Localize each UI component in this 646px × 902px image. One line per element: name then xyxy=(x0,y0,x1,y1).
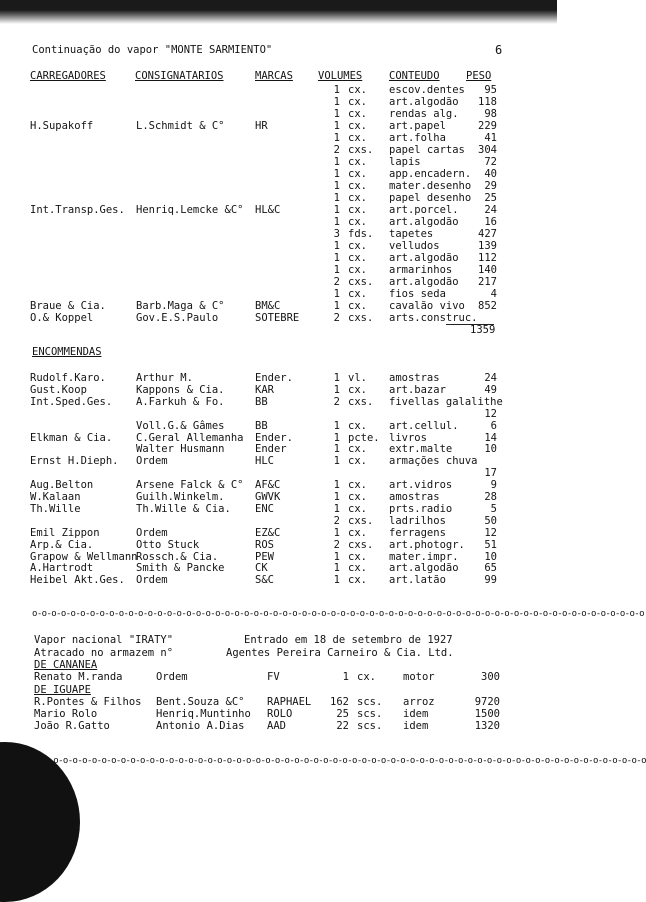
cell-consignee: Gov.E.S.Paulo xyxy=(136,312,219,324)
cell-qty: 2 xyxy=(333,312,340,324)
cell-marks: ROS xyxy=(255,538,274,551)
cell-content: ladrilhos xyxy=(389,514,446,527)
bottom-separator: o-o-o-o-o-o-o-o-o-o-o-o-o-o-o-o-o-o-o-o-o-o-o-o-o-o-o-o-o-o-o-o-o-o-o-o-o-o-o-o-o-o-o-o-o-o-o-o-o-o-o-o-o-o-o-o-o-o-o-o-o-o-o-o xyxy=(34,756,646,766)
cell-shipper: Elkman & Cia. xyxy=(30,431,113,444)
cell-consignee: Arthur M. xyxy=(136,372,193,384)
cell-content: art.bazar xyxy=(389,383,446,396)
table-row xyxy=(0,503,557,515)
cell-qty: 1 xyxy=(333,240,340,252)
cell-qty: 1 xyxy=(333,574,340,587)
cell-qty: 25 xyxy=(336,708,349,720)
cell-weight: 10 xyxy=(484,550,497,563)
cell-unit: cxs. xyxy=(348,144,374,156)
cell-unit: cx. xyxy=(348,168,367,180)
cell-marks: S&C xyxy=(255,574,274,587)
cell-shipper: Gust.Koop xyxy=(30,383,87,396)
cell-qty: 1 xyxy=(333,491,340,503)
cell-shipper: Int.Transp.Ges. xyxy=(30,204,125,216)
cell-weight: 304 xyxy=(478,144,497,156)
cell-qty: 1 xyxy=(333,132,340,144)
cell-qty: 1 xyxy=(333,550,340,563)
cell-shipper: Renato M.randa xyxy=(34,671,123,683)
cell-weight: 1500 xyxy=(474,708,500,720)
cell-qty: 1 xyxy=(333,288,340,300)
table-row xyxy=(0,204,557,216)
cell-unit: cx. xyxy=(348,192,367,204)
cell-content: mater.desenho xyxy=(389,180,472,192)
table-row xyxy=(0,168,557,180)
page-number: 6 xyxy=(495,43,503,57)
cell-consignee: Ordem xyxy=(136,455,168,468)
cell-weight: 9720 xyxy=(474,696,500,708)
cell-marks: SOTEBRE xyxy=(255,312,300,324)
vessel-arrival: Entrado em 18 de setembro de 1927 xyxy=(244,634,453,646)
table-row xyxy=(0,551,557,563)
col-peso: PESO xyxy=(466,70,492,82)
cell-content: art.algodão xyxy=(389,216,459,228)
cell-content: idem xyxy=(403,708,429,720)
cell-qty: 1 xyxy=(333,180,340,192)
cell-unit: cxs. xyxy=(348,312,374,324)
cell-content: art.vidros xyxy=(389,479,453,492)
table-row xyxy=(0,420,557,432)
cell-consignee: Guilh.Winkelm. xyxy=(136,491,225,503)
table-row xyxy=(0,84,557,96)
cell-shipper: Th.Wille xyxy=(30,502,81,515)
cell-shipper: Braue & Cia. xyxy=(30,300,106,312)
cell-content: armarinhos xyxy=(389,264,453,276)
table-row xyxy=(0,252,557,264)
cell-weight: 65 xyxy=(484,562,497,575)
cell-weight: 852 xyxy=(478,300,497,312)
cell-weight: 217 xyxy=(478,276,497,288)
col-volumes: VOLUMES xyxy=(318,70,363,82)
cell-content: ferragens xyxy=(389,526,446,539)
cell-marks: Ender. xyxy=(255,372,293,384)
cell-weight: 4 xyxy=(490,288,497,300)
cell-weight: 5 xyxy=(490,502,497,515)
cell-marks: Ender. xyxy=(255,431,293,444)
table-row xyxy=(0,696,557,708)
table-row xyxy=(0,396,557,408)
cell-content: art.folha xyxy=(389,132,446,144)
cell-unit: vl. xyxy=(348,372,367,384)
cell-content: cavalão vivo xyxy=(389,300,465,312)
cell-marks: HR xyxy=(255,120,268,132)
cell-unit: cx. xyxy=(348,562,367,575)
cell-qty: 1 xyxy=(333,479,340,492)
cell-marks: RAPHAEL xyxy=(267,696,312,708)
cell-shipper: R.Pontes & Filhos xyxy=(34,696,142,708)
table-row xyxy=(0,539,557,551)
table-row xyxy=(0,479,557,491)
cell-unit: cx. xyxy=(348,240,367,252)
cell-content: motor xyxy=(403,671,435,683)
cell-weight: 24 xyxy=(484,372,497,384)
table-row xyxy=(0,720,557,732)
cell-weight: 427 xyxy=(478,228,497,240)
cell-weight: 25 xyxy=(484,192,497,204)
cell-weight: 40 xyxy=(484,168,497,180)
cell-unit: scs. xyxy=(357,708,383,720)
cell-unit: fds. xyxy=(348,228,374,240)
cell-unit: cxs. xyxy=(348,514,374,527)
cell-unit: cx. xyxy=(348,455,367,468)
cell-unit: cx. xyxy=(348,132,367,144)
cell-qty: 2 xyxy=(333,514,340,527)
cell-consignee: Voll.G.& Gâmes xyxy=(136,419,225,432)
cell-unit: cx. xyxy=(348,443,367,456)
cell-unit: cx. xyxy=(348,479,367,492)
cell-content: fivellas galalithe xyxy=(389,395,503,408)
cell-content: papel cartas xyxy=(389,144,465,156)
cell-weight: 112 xyxy=(478,252,497,264)
table-row xyxy=(0,432,557,444)
cell-shipper: Rudolf.Karo. xyxy=(30,372,106,384)
cell-unit: cx. xyxy=(348,300,367,312)
cell-content: arroz xyxy=(403,696,435,708)
cell-unit: cx. xyxy=(348,526,367,539)
table-row xyxy=(0,671,557,683)
cell-content: art.papel xyxy=(389,120,446,132)
table-row xyxy=(0,132,557,144)
cell-marks: EZ&C xyxy=(255,526,281,539)
cell-content: rendas alg. xyxy=(389,108,459,120)
table-row xyxy=(0,216,557,228)
cell-content: lapis xyxy=(389,156,421,168)
vessel-berth: Atracado no armazem n° xyxy=(34,647,174,659)
cell-consignee: Henriq.Lemcke &C° xyxy=(136,204,244,216)
cell-consignee: A.Farkuh & Fo. xyxy=(136,395,225,408)
cell-unit: cx. xyxy=(348,156,367,168)
cell-content: art.latão xyxy=(389,574,446,587)
cell-qty: 2 xyxy=(333,538,340,551)
cell-weight: 17 xyxy=(484,467,497,480)
cell-weight: 12 xyxy=(484,407,497,420)
cell-consignee: Barb.Maga & C° xyxy=(136,300,225,312)
cell-content: livros xyxy=(389,431,427,444)
cell-consignee: Ordem xyxy=(136,526,168,539)
cell-qty: 1 xyxy=(333,431,340,444)
cell-shipper: Heibel Akt.Ges. xyxy=(30,574,125,587)
cell-consignee: Kappons & Cia. xyxy=(136,383,225,396)
cell-weight: 98 xyxy=(484,108,497,120)
cell-qty: 1 xyxy=(342,671,349,683)
cell-consignee: Henriq.Muntinho xyxy=(156,708,251,720)
cell-content: armações chuva xyxy=(389,455,478,468)
cell-qty: 1 xyxy=(333,383,340,396)
cell-weight: 51 xyxy=(484,538,497,551)
cell-qty: 1 xyxy=(333,204,340,216)
cell-marks: CK xyxy=(255,562,268,575)
col-marcas: MARCAS xyxy=(255,70,293,82)
cell-consignee: Ordem xyxy=(136,574,168,587)
cell-marks: BB xyxy=(255,419,268,432)
cell-weight: 16 xyxy=(484,216,497,228)
cell-unit: cxs. xyxy=(348,276,374,288)
cell-weight: 9 xyxy=(490,479,497,492)
cell-content: tapetes xyxy=(389,228,434,240)
cell-consignee: Ordem xyxy=(156,671,188,683)
cell-unit: cx. xyxy=(348,108,367,120)
table-row xyxy=(0,228,557,240)
cell-shipper: H.Supakoff xyxy=(30,120,94,132)
cell-unit: cx. xyxy=(348,84,367,96)
cell-qty: 2 xyxy=(333,144,340,156)
cell-weight: 10 xyxy=(484,443,497,456)
cell-shipper: Arp.& Cia. xyxy=(30,538,94,551)
page-title: Continuação do vapor "MONTE SARMIENTO" xyxy=(32,44,273,56)
cell-weight: 41 xyxy=(484,132,497,144)
cell-weight: 118 xyxy=(478,96,497,108)
cell-qty: 1 xyxy=(333,443,340,456)
cell-unit: scs. xyxy=(357,696,383,708)
table-row xyxy=(0,408,557,420)
cell-marks: ENC xyxy=(255,502,274,515)
cell-unit: cx. xyxy=(348,288,367,300)
cell-qty: 1 xyxy=(333,562,340,575)
origin-cananea: DE CANANEA xyxy=(34,659,98,671)
cell-marks: GWVK xyxy=(255,491,281,503)
cell-unit: cx. xyxy=(348,491,367,503)
cell-weight: 300 xyxy=(481,671,500,683)
encommendas-title: ENCOMMENDAS xyxy=(32,346,102,358)
cell-marks: BB xyxy=(255,395,268,408)
cell-shipper: Mario Rolo xyxy=(34,708,98,720)
table-row xyxy=(0,192,557,204)
cell-qty: 1 xyxy=(333,502,340,515)
cell-weight: 29 xyxy=(484,180,497,192)
table-row xyxy=(0,312,557,324)
table-row xyxy=(0,562,557,574)
cell-marks: KAR xyxy=(255,383,274,396)
cell-weight: 50 xyxy=(484,514,497,527)
cell-qty: 1 xyxy=(333,300,340,312)
cell-qty: 1 xyxy=(333,108,340,120)
cell-qty: 162 xyxy=(330,696,349,708)
cell-qty: 1 xyxy=(333,96,340,108)
cell-unit: cx. xyxy=(348,120,367,132)
cell-consignee: L.Schmidt & C° xyxy=(136,120,225,132)
cell-shipper: Emil Zippon xyxy=(30,526,100,539)
cell-qty: 3 xyxy=(333,228,340,240)
cell-consignee: Smith & Pancke xyxy=(136,562,225,575)
cell-marks: BM&C xyxy=(255,300,281,312)
cell-weight: 12 xyxy=(484,526,497,539)
cell-shipper: Int.Sped.Ges. xyxy=(30,395,113,408)
cell-shipper: Aug.Belton xyxy=(30,479,94,492)
table-row xyxy=(0,96,557,108)
col-consignatarios: CONSIGNATARIOS xyxy=(135,70,224,82)
cargo-total: 1359 xyxy=(470,324,496,336)
cell-qty: 22 xyxy=(336,720,349,732)
cell-unit: cx. xyxy=(348,96,367,108)
cell-weight: 99 xyxy=(484,574,497,587)
scan-shadow-corner xyxy=(0,742,80,902)
section-separator: o-o-o-o-o-o-o-o-o-o-o-o-o-o-o-o-o-o-o-o-o-o-o-o-o-o-o-o-o-o-o-o-o-o-o-o-o-o-o-o-o-o-o-o-o-o-o-o-o-o-o-o-o-o-o-o-o-o-o-o-o-o-o-o xyxy=(32,609,644,619)
cell-content: idem xyxy=(403,720,429,732)
cell-shipper: Ernst H.Dieph. xyxy=(30,455,119,468)
cell-shipper: O.& Koppel xyxy=(30,312,94,324)
cell-qty: 1 xyxy=(333,264,340,276)
table-row xyxy=(0,156,557,168)
table-row xyxy=(0,384,557,396)
cell-content: art.algodão xyxy=(389,96,459,108)
table-row xyxy=(0,372,557,384)
cell-shipper: W.Kalaan xyxy=(30,491,81,503)
cell-qty: 1 xyxy=(333,526,340,539)
cell-weight: 72 xyxy=(484,156,497,168)
cell-qty: 1 xyxy=(333,168,340,180)
vessel-name: Vapor nacional "IRATY" xyxy=(34,634,174,646)
cell-unit: cx. xyxy=(348,502,367,515)
scan-shadow-top xyxy=(0,0,557,24)
cell-weight: 24 xyxy=(484,204,497,216)
cell-unit: cxs. xyxy=(348,538,374,551)
cell-content: fios seda xyxy=(389,288,446,300)
cell-content: arts.construc. xyxy=(389,312,478,324)
cell-unit: cxs. xyxy=(348,395,374,408)
cell-unit: cx. xyxy=(348,264,367,276)
cell-weight: 229 xyxy=(478,120,497,132)
cell-qty: 1 xyxy=(333,372,340,384)
cell-consignee: Arsene Falck & C° xyxy=(136,479,244,492)
cell-qty: 1 xyxy=(333,252,340,264)
cell-shipper: Grapow & Wellmann xyxy=(30,550,138,563)
cell-unit: cx. xyxy=(348,550,367,563)
cell-unit: cx. xyxy=(357,671,376,683)
cell-qty: 1 xyxy=(333,84,340,96)
cell-marks: AAD xyxy=(267,720,286,732)
cell-unit: cx. xyxy=(348,252,367,264)
cell-qty: 1 xyxy=(333,120,340,132)
cell-consignee: Walter Husmann xyxy=(136,443,225,456)
cell-shipper: João R.Gatto xyxy=(34,720,110,732)
vessel-agents: Agentes Pereira Carneiro & Cia. Ltd. xyxy=(226,647,454,659)
cell-content: art.porcel. xyxy=(389,204,459,216)
cell-unit: cx. xyxy=(348,574,367,587)
cell-content: art.photogr. xyxy=(389,538,465,551)
cell-qty: 2 xyxy=(333,395,340,408)
cell-content: extr.malte xyxy=(389,443,453,456)
cell-weight: 6 xyxy=(490,419,497,432)
table-row xyxy=(0,455,557,467)
cell-unit: cx. xyxy=(348,419,367,432)
cell-unit: cx. xyxy=(348,383,367,396)
table-row xyxy=(0,708,557,720)
table-row xyxy=(0,527,557,539)
cell-weight: 28 xyxy=(484,491,497,503)
cell-qty: 1 xyxy=(333,156,340,168)
cell-consignee: Antonio A.Dias xyxy=(156,720,245,732)
cell-marks: ROLO xyxy=(267,708,293,720)
table-row xyxy=(0,120,557,132)
cell-unit: cx. xyxy=(348,180,367,192)
cell-weight: 1320 xyxy=(474,720,500,732)
table-row xyxy=(0,467,557,479)
cell-marks: HLC xyxy=(255,455,274,468)
cell-content: prts.radio xyxy=(389,502,453,515)
table-row xyxy=(0,515,557,527)
cell-content: art.cellul. xyxy=(389,419,459,432)
cell-weight: 14 xyxy=(484,431,497,444)
cell-marks: FV xyxy=(267,671,280,683)
col-conteudo: CONTEUDO xyxy=(389,70,440,82)
cell-content: art.algodão xyxy=(389,252,459,264)
cell-content: velludos xyxy=(389,240,440,252)
cell-content: papel desenho xyxy=(389,192,472,204)
table-row xyxy=(0,240,557,252)
cell-marks: PEW xyxy=(255,550,274,563)
table-row xyxy=(0,491,557,503)
cell-qty: 1 xyxy=(333,216,340,228)
cell-content: mater.impr. xyxy=(389,550,459,563)
cell-weight: 49 xyxy=(484,383,497,396)
cell-unit: scs. xyxy=(357,720,383,732)
table-row xyxy=(0,108,557,120)
cell-shipper: A.Hartrodt xyxy=(30,562,94,575)
cell-consignee: C.Geral Allemanha xyxy=(136,431,244,444)
cell-content: amostras xyxy=(389,372,440,384)
cell-consignee: Otto Stuck xyxy=(136,538,200,551)
cell-content: art.algodão xyxy=(389,562,459,575)
table-row xyxy=(0,180,557,192)
cell-weight: 139 xyxy=(478,240,497,252)
cell-weight: 140 xyxy=(478,264,497,276)
table-row xyxy=(0,443,557,455)
cell-content: escov.dentes xyxy=(389,84,465,96)
col-carregadores: CARREGADORES xyxy=(30,70,106,82)
cell-content: art.algodão xyxy=(389,276,459,288)
cell-qty: 1 xyxy=(333,192,340,204)
cell-consignee: Rossch.& Cia. xyxy=(136,550,219,563)
cell-content: app.encadern. xyxy=(389,168,472,180)
cell-marks: Ender xyxy=(255,443,287,456)
cell-content: amostras xyxy=(389,491,440,503)
table-row xyxy=(0,574,557,586)
cell-weight: 95 xyxy=(484,84,497,96)
table-row xyxy=(0,276,557,288)
cell-consignee: Th.Wille & Cia. xyxy=(136,502,231,515)
cell-qty: 1 xyxy=(333,455,340,468)
cell-marks: AF&C xyxy=(255,479,281,492)
cell-qty: 1 xyxy=(333,419,340,432)
origin-iguape: DE IGUAPE xyxy=(34,684,91,696)
cell-consignee: Bent.Souza &C° xyxy=(156,696,245,708)
table-row xyxy=(0,144,557,156)
table-row xyxy=(0,300,557,312)
table-row xyxy=(0,288,557,300)
cell-qty: 2 xyxy=(333,276,340,288)
cell-marks: HL&C xyxy=(255,204,281,216)
cell-unit: cx. xyxy=(348,216,367,228)
table-row xyxy=(0,264,557,276)
cell-unit: pcte. xyxy=(348,431,380,444)
cell-unit: cx. xyxy=(348,204,367,216)
